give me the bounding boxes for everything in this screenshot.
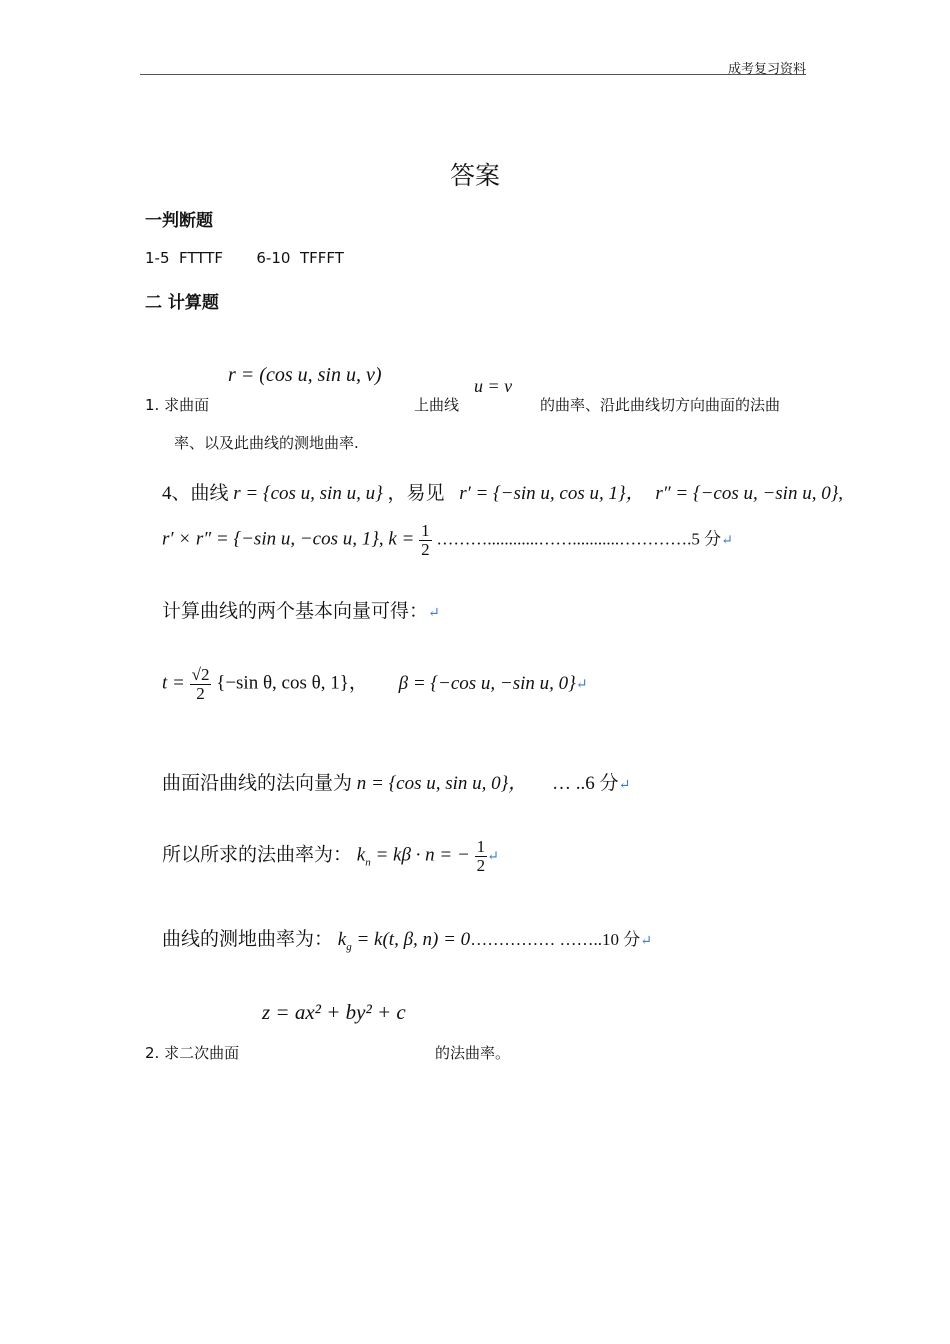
solution-line-7 bbox=[162, 924, 652, 953]
sol-l6-k: k bbox=[356, 844, 366, 866]
solution-line-6 bbox=[162, 838, 499, 875]
sol-l2-den: 2 bbox=[421, 539, 430, 559]
sol-l1-a: 4、曲线 bbox=[162, 483, 229, 504]
page-title: 答案 bbox=[449, 161, 500, 190]
return-mark-icon: ↵ bbox=[575, 677, 588, 693]
q1-prefix: 1. 求曲面 bbox=[145, 396, 210, 414]
sol-l4-num: √2 bbox=[191, 665, 210, 684]
sol-l6-expr: = kβ · n = − bbox=[375, 844, 470, 866]
q1-surface-formula: r = (cos u, sin u, v) bbox=[228, 364, 382, 386]
solution-line-3 bbox=[162, 596, 440, 623]
q2-suffix: 的法曲率。 bbox=[435, 1044, 511, 1062]
sol-l3-text: 计算曲线的两个基本向量可得： bbox=[162, 601, 429, 622]
sol-l4-tangent: {−sin θ, cos θ, 1}， bbox=[216, 672, 368, 694]
q1-mid: 上曲线 bbox=[414, 396, 460, 414]
sol-l4-binormal: β = {−cos u, −sin u, 0} bbox=[398, 672, 576, 694]
sol-l6-a: 所以所求的法曲率为： bbox=[162, 844, 353, 866]
q1-line2: 率、以及此曲线的测地曲率. bbox=[174, 434, 359, 452]
q2-formula: z = ax² + by² + c bbox=[262, 1000, 406, 1024]
q2-prefix: 2. 求二次曲面 bbox=[145, 1044, 240, 1062]
return-mark-icon: ↵ bbox=[487, 849, 499, 865]
solution-line-2 bbox=[162, 522, 733, 559]
sol-l2-k: k = bbox=[388, 528, 415, 550]
sol-l7-a: 曲线的测地曲率为： bbox=[162, 929, 334, 950]
sol-l5-normal: n = {cos u, sin u, 0}， bbox=[356, 773, 528, 794]
sol-l4-den: 2 bbox=[196, 683, 205, 703]
sol-l5-a: 曲面沿曲线的法向量为 bbox=[162, 773, 353, 794]
sol-l1-r-prime: r′ = {−sin u, cos u, 1}， bbox=[459, 483, 645, 504]
sol-l2-fraction bbox=[419, 522, 432, 559]
return-mark-icon: ↵ bbox=[428, 606, 440, 621]
sol-l7-dots: …………… ……..10 分 bbox=[470, 930, 641, 949]
sol-l2-dots: ………............……...........………….5 分 bbox=[436, 529, 722, 549]
return-mark-icon: ↵ bbox=[721, 533, 733, 549]
header-rule bbox=[140, 74, 806, 75]
sol-l4-t: t = bbox=[162, 672, 185, 694]
return-mark-icon: ↵ bbox=[640, 934, 652, 949]
true-false-answers: 1-5 FTTTF 6-10 TFFFT bbox=[145, 249, 344, 267]
q1-curve-formula: u = v bbox=[474, 376, 513, 396]
solution-line-5 bbox=[162, 768, 630, 795]
sol-l6-fraction bbox=[475, 838, 488, 875]
sol-l7-k: k bbox=[337, 929, 347, 950]
solution-line-4 bbox=[162, 666, 587, 703]
sol-l6-sub: n bbox=[365, 856, 371, 869]
sol-l1-r-double-prime: r″ = {−cos u, −sin u, 0}, bbox=[655, 483, 844, 504]
sol-l6-num: 1 bbox=[476, 837, 486, 856]
sol-l1-c: ，易见 bbox=[387, 483, 445, 504]
section-heading-true-false: 一判断题 bbox=[145, 211, 213, 231]
sol-l2-cross: r′ × r″ = {−sin u, −cos u, 1}, bbox=[162, 528, 384, 550]
header-text: 成考复习资料 bbox=[727, 62, 806, 77]
sol-l1-curve: r = {cos u, sin u, u} bbox=[233, 483, 383, 504]
sol-l7-sub: g bbox=[346, 940, 352, 953]
sol-l2-num: 1 bbox=[421, 521, 430, 540]
return-mark-icon: ↵ bbox=[618, 778, 631, 793]
q1-suffix: 的曲率、沿此曲线切方向曲面的法曲 bbox=[540, 396, 781, 414]
section-heading-calculation: 二 计算题 bbox=[145, 293, 219, 313]
sol-l4-fraction bbox=[190, 666, 212, 703]
sol-l6-den: 2 bbox=[476, 855, 486, 875]
solution-line-1 bbox=[162, 478, 843, 505]
sol-l5-score: … ..6 分 bbox=[552, 773, 619, 794]
sol-l7-expr: = k(t, β, n) = 0 bbox=[356, 929, 471, 950]
